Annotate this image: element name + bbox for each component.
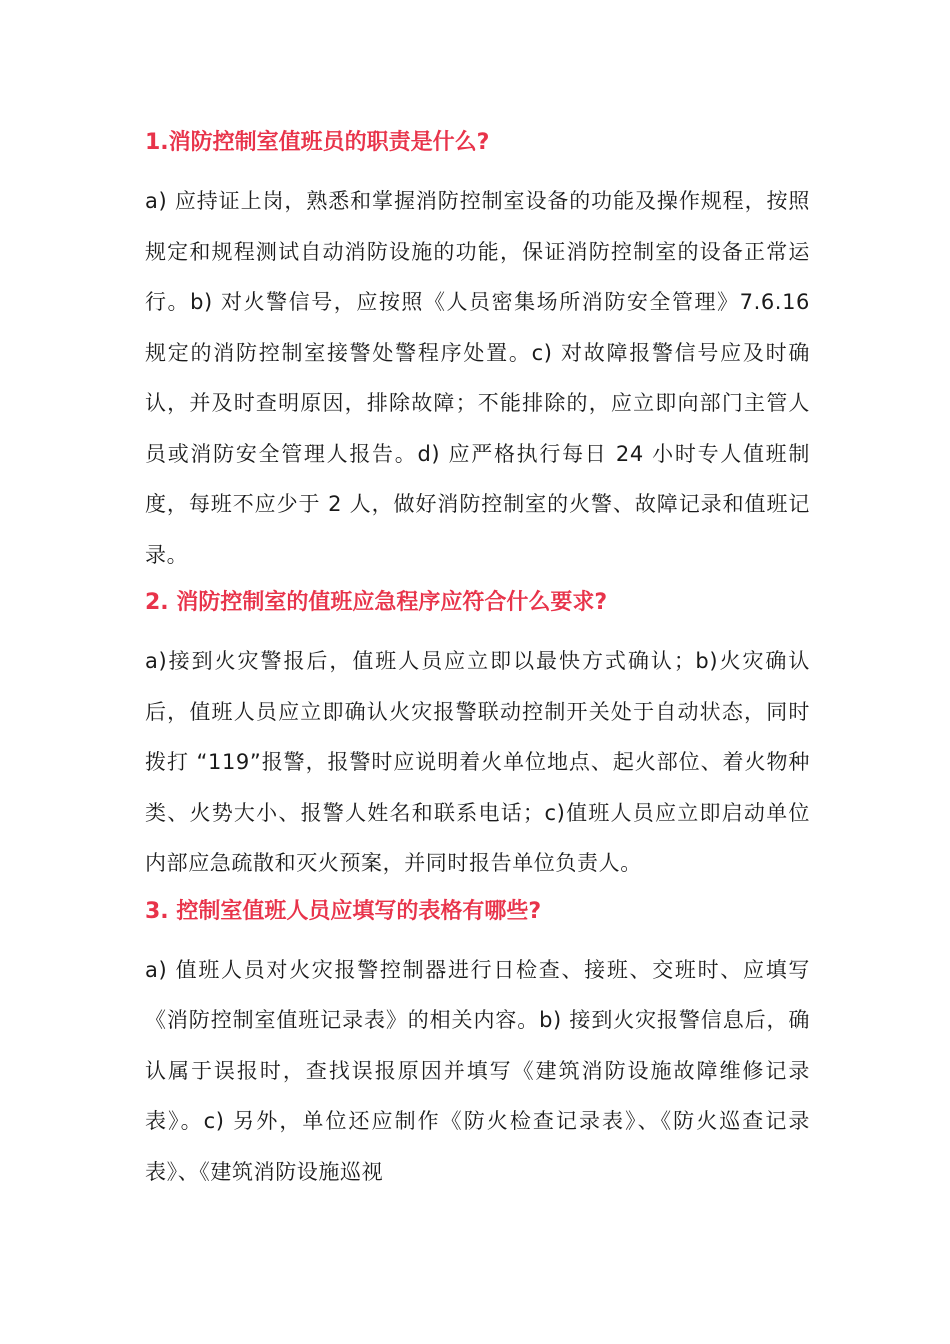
section-2-body: a)接到火灾警报后，值班人员应立即以最快方式确认；b)火灾确认后，值班人员应立即确认火灾报警联动控制开关处于自动状态，同时拨打 “119”报警，报警时应说明着火单位地点、起火部位、着火物种类、火势大小、报警人姓名和联系电话；c)值班人员应立即启动单位内部应急疏散和灭火预案，并同时报告单位负责人。: [145, 649, 810, 875]
section-2: [145, 584, 810, 889]
section-1-heading: 1.消防控制室值班员的职责是什么?: [145, 130, 490, 155]
section-3-body: a) 值班人员对火灾报警控制器进行日检查、接班、交班时、应填写《消防控制室值班记录表》的相关内容。b) 接到火灾报警信息后，确认属于误报时，查找误报原因并填写《建筑消防设施故障维修记录表》。c) 另外，单位还应制作《防火检查记录表》、《防火巡查记录表》、《建筑消防设施巡视: [145, 957, 810, 1184]
section-2-heading: 2. 消防控制室的值班应急程序应符合什么要求?: [145, 590, 608, 615]
section-3: [145, 893, 810, 1198]
section-1-body: a) 应持证上岗，熟悉和掌握消防控制室设备的功能及操作规程，按照规定和规程测试自动消防设施的功能，保证消防控制室的设备正常运行。b) 对火警信号，应按照《人员密集场所消防安全管理》7.6.16 规定的消防控制室接警处警程序处置。c) 对故障报警信号应及时确认，并及时查明原因，排除故障；不能排除的，应立即向部门主管人员或消防安全管理人报告。d) 应严格执行每日 24 小时专人值班制度，每班不应少于 2 人，做好消防控制室的火警、故障记录和值班记录。: [145, 189, 810, 567]
section-1: [145, 124, 810, 580]
document-content: [145, 124, 810, 1201]
section-3-heading: 3. 控制室值班人员应填写的表格有哪些?: [145, 898, 542, 924]
